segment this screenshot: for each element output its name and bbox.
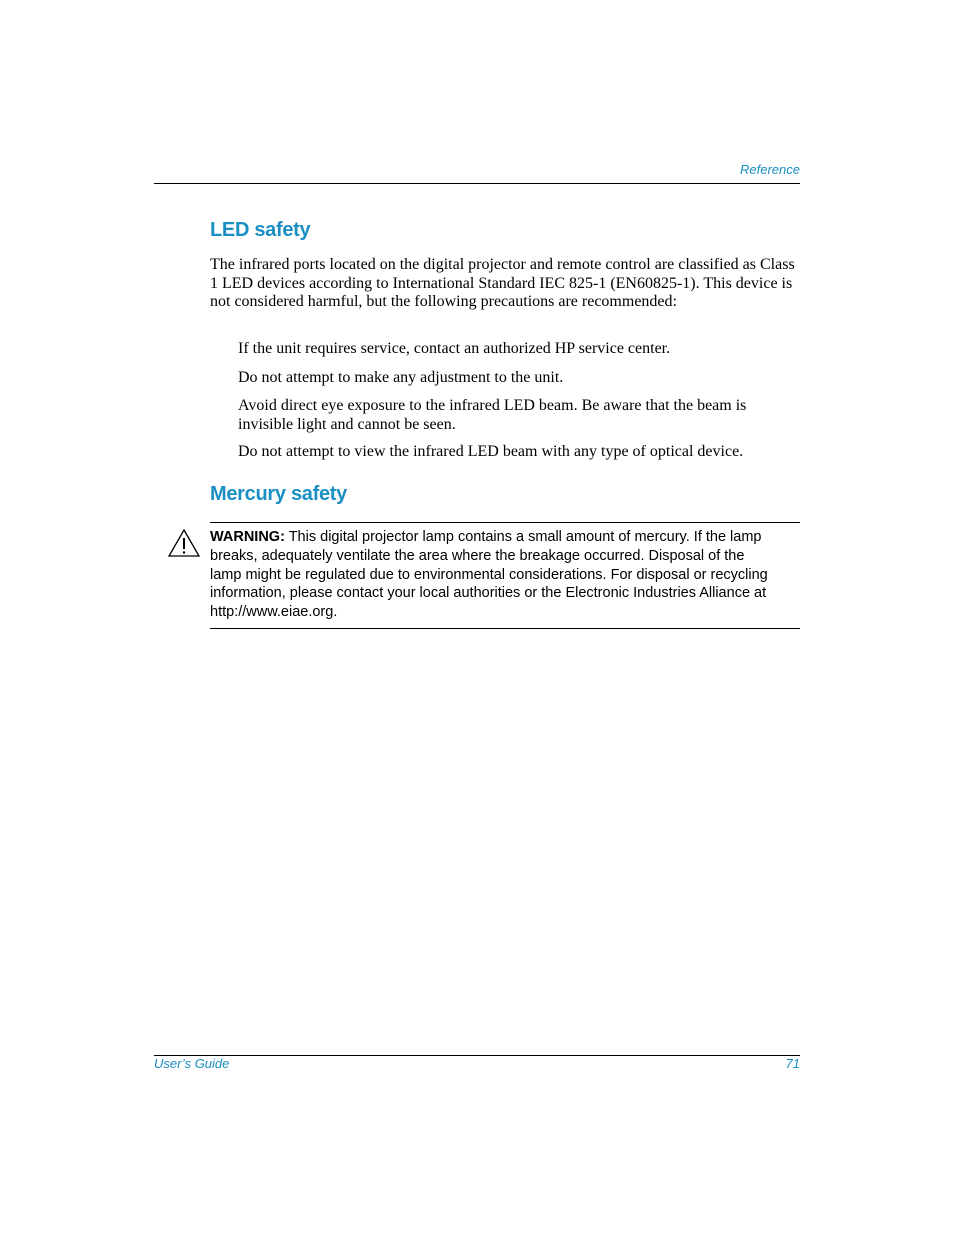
led-safety-heading: LED safety xyxy=(210,219,311,241)
warning-label: WARNING: xyxy=(210,529,285,545)
warning-block xyxy=(210,528,770,622)
precaution-item: If the unit requires service, contact an authorized HP service center. xyxy=(238,340,671,357)
precaution-item: Do not attempt to make any adjustment to the unit. xyxy=(238,369,564,386)
running-header: Reference xyxy=(740,162,800,177)
precaution-item: Avoid direct eye exposure to the infrared LED beam. Be aware that the beam is invisible light and cannot be seen. xyxy=(238,397,747,433)
page-number: 71 xyxy=(785,1056,800,1071)
warning-bottom-rule xyxy=(210,628,800,629)
precaution-item: Do not attempt to view the infrared LED beam with any type of optical device. xyxy=(238,443,744,460)
led-safety-intro: The infrared ports located on the digital projector and remote control are classified as Class 1 LED devices according to International Standard IEC 825-1 (EN60825-1). This device is not considered harmful, but the following precautions are recommended: xyxy=(210,256,795,310)
footer-document-title: User’s Guide xyxy=(154,1056,230,1071)
header-rule xyxy=(154,183,800,184)
warning-message: This digital projector lamp contains a small amount of mercury. If the lamp breaks, adequately ventilate the area where the breakage occurred. Disposal of the lamp might be regulated due to environmental considerations. For disposal or recycling information, please contact your local authorities or the Electronic Industries Alliance at http://www.eiae.org. xyxy=(210,529,768,621)
mercury-safety-heading: Mercury safety xyxy=(210,483,347,505)
warning-top-rule xyxy=(210,522,800,523)
warning-triangle-icon xyxy=(167,528,201,558)
